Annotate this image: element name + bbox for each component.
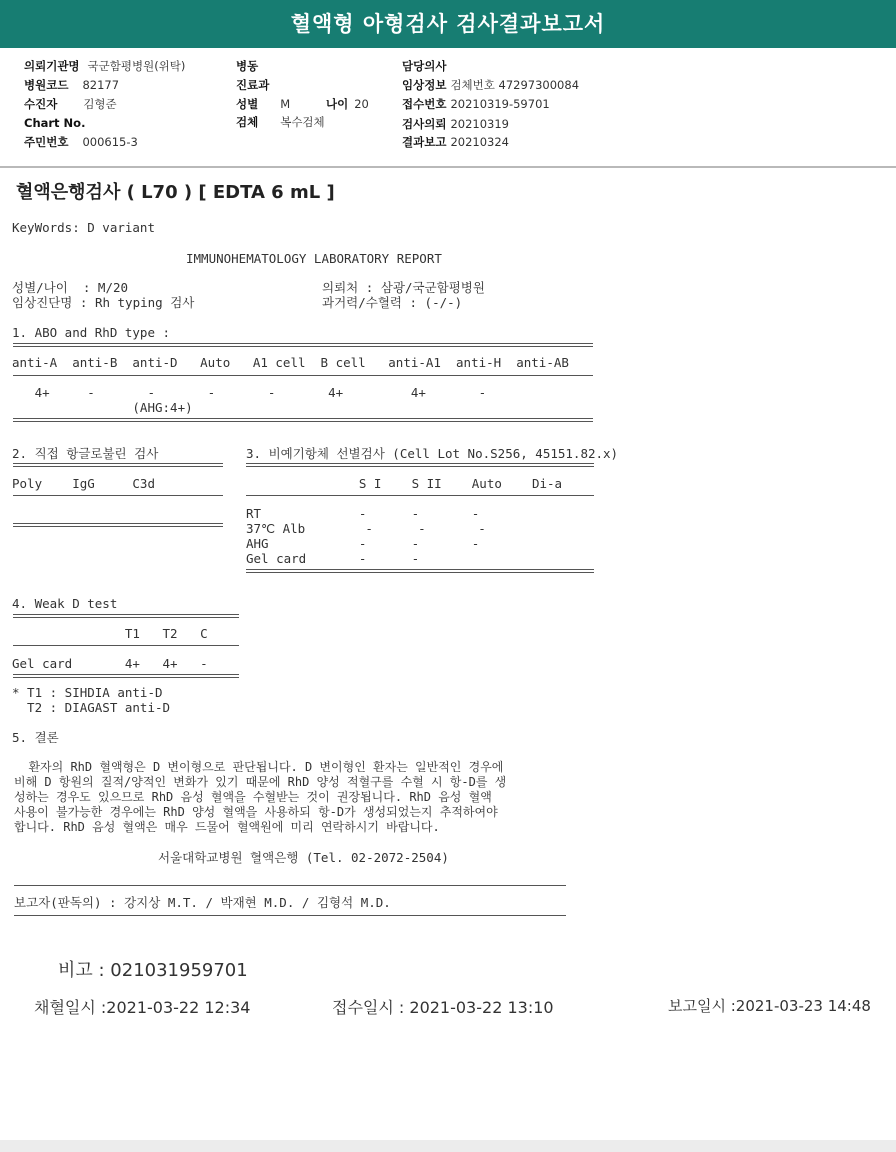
- antibody-screen-row: 37℃ Alb - - -: [246, 521, 486, 536]
- antibody-screen-row: AHG - - -: [246, 536, 480, 551]
- weak-d-title: 4. Weak D test: [12, 596, 118, 611]
- header-field: 병원코드 82177: [24, 78, 120, 92]
- antibody-screen-row: Gel card - -: [246, 551, 420, 566]
- weak-d-note: T2 : DIAGAST anti-D: [12, 700, 171, 715]
- history: 과거력/수혈력 : (-/-): [322, 295, 463, 310]
- header-field: 진료과: [236, 78, 270, 92]
- header-field: 수진자 김형준: [24, 97, 117, 111]
- divider: [13, 614, 239, 618]
- divider: [13, 645, 239, 646]
- bottom-bar: [0, 1140, 896, 1152]
- abo-rhd-note: (AHG:4+): [12, 400, 193, 415]
- divider: [14, 915, 566, 916]
- divider: [13, 343, 593, 347]
- conclusion-line: 합니다. RhD 음성 혈액은 매우 드물어 혈액원에 미리 연락하시기 바랍니다.: [14, 820, 440, 834]
- divider: [246, 569, 594, 573]
- weak-d-row: Gel card 4+ 4+ -: [12, 656, 208, 671]
- dat-title: 2. 직접 항글로불린 검사: [12, 446, 159, 461]
- collection-datetime: 채혈일시 :2021-03-22 12:34: [34, 998, 251, 1017]
- reporter: 보고자(판독의) : 강지상 M.T. / 박재현 M.D. / 김형석 M.D.: [14, 895, 391, 910]
- abo-rhd-title: 1. ABO and RhD type :: [12, 325, 171, 340]
- header-field: Chart No.: [24, 116, 86, 130]
- lab-contact: 서울대학교병원 혈액은행 (Tel. 02-2072-2504): [158, 850, 449, 865]
- header-field: 성별 M: [236, 97, 291, 111]
- abo-rhd-values: 4+ - - - - 4+ 4+ -: [12, 385, 487, 400]
- divider: [246, 495, 594, 496]
- header-field: 검체 복수검체: [236, 115, 325, 129]
- conclusion-line: 환자의 RhD 혈액형은 D 변이형으로 판단됩니다. D 변이형인 환자는 일반적인 경우에: [14, 760, 504, 774]
- header-field: 담당의사: [402, 59, 447, 73]
- weak-d-header: T1 T2 C: [12, 626, 208, 641]
- report-heading: IMMUNOHEMATOLOGY LABORATORY REPORT: [186, 251, 442, 266]
- dat-header: Poly IgG C3d: [12, 476, 155, 491]
- conclusion-line: 비해 D 항원의 질적/양적인 변화가 있기 때문에 RhD 양성 적혈구를 수혈 시 항-D를 생: [14, 775, 507, 789]
- divider: [14, 885, 566, 886]
- diagnosis: 임상진단명 : Rh typing 검사: [12, 295, 195, 310]
- divider: [246, 463, 594, 467]
- requester: 의뢰처 : 삼광/국군함평병원: [322, 280, 485, 295]
- divider: [13, 674, 239, 678]
- divider: [13, 495, 223, 496]
- header-field: 접수번호 20210319-59701: [402, 97, 550, 111]
- divider: [13, 523, 223, 527]
- header-field: 검사의뢰 20210319: [402, 117, 509, 131]
- divider: [13, 375, 593, 376]
- keywords: KeyWords: D variant: [12, 220, 155, 235]
- report-datetime: 보고일시 :2021-03-23 14:48: [668, 997, 871, 1015]
- conclusion-line: 성하는 경우도 있으므로 RhD 음성 혈액을 수혈받는 것이 권장됩니다. RhD 음성 혈액: [14, 790, 492, 804]
- divider: [13, 463, 223, 467]
- receipt-datetime: 접수일시 : 2021-03-22 13:10: [332, 998, 554, 1017]
- antibody-screen-row: RT - - -: [246, 506, 480, 521]
- section-title: 혈액은행검사 ( L70 ) [ EDTA 6 mL ]: [16, 182, 335, 203]
- header-field-age: 나이 20: [326, 97, 369, 111]
- patient-header: [0, 48, 896, 168]
- divider: [13, 418, 593, 422]
- header-field: 병동: [236, 59, 259, 73]
- header-field: 주민번호 000615-3: [24, 135, 138, 149]
- report-title: 혈액형 아형검사 검사결과보고서: [0, 0, 896, 48]
- antibody-screen-title: 3. 비예기항체 선별검사 (Cell Lot No.S256, 45151.82.x): [246, 446, 619, 461]
- header-field: 의뢰기관명 국군함평병원(위탁): [24, 59, 186, 73]
- header-field: 결과보고 20210324: [402, 135, 509, 149]
- antibody-screen-header: S I S II Auto Di-a: [246, 476, 563, 491]
- weak-d-note: * T1 : SIHDIA anti-D: [12, 685, 163, 700]
- header-field: 임상정보 검체번호 47297300084: [402, 78, 580, 92]
- conclusion-title: 5. 결론: [12, 730, 59, 745]
- conclusion-line: 사용이 불가능한 경우에는 RhD 양성 혈액을 사용하되 항-D가 생성되었는지 추적하여야: [14, 805, 498, 819]
- abo-rhd-header: anti-A anti-B anti-D Auto A1 cell B cell anti-A1 anti-H anti-AB: [12, 355, 569, 370]
- sex-age: 성별/나이 : M/20: [12, 280, 129, 295]
- remark: 비고 : 021031959701: [58, 960, 248, 981]
